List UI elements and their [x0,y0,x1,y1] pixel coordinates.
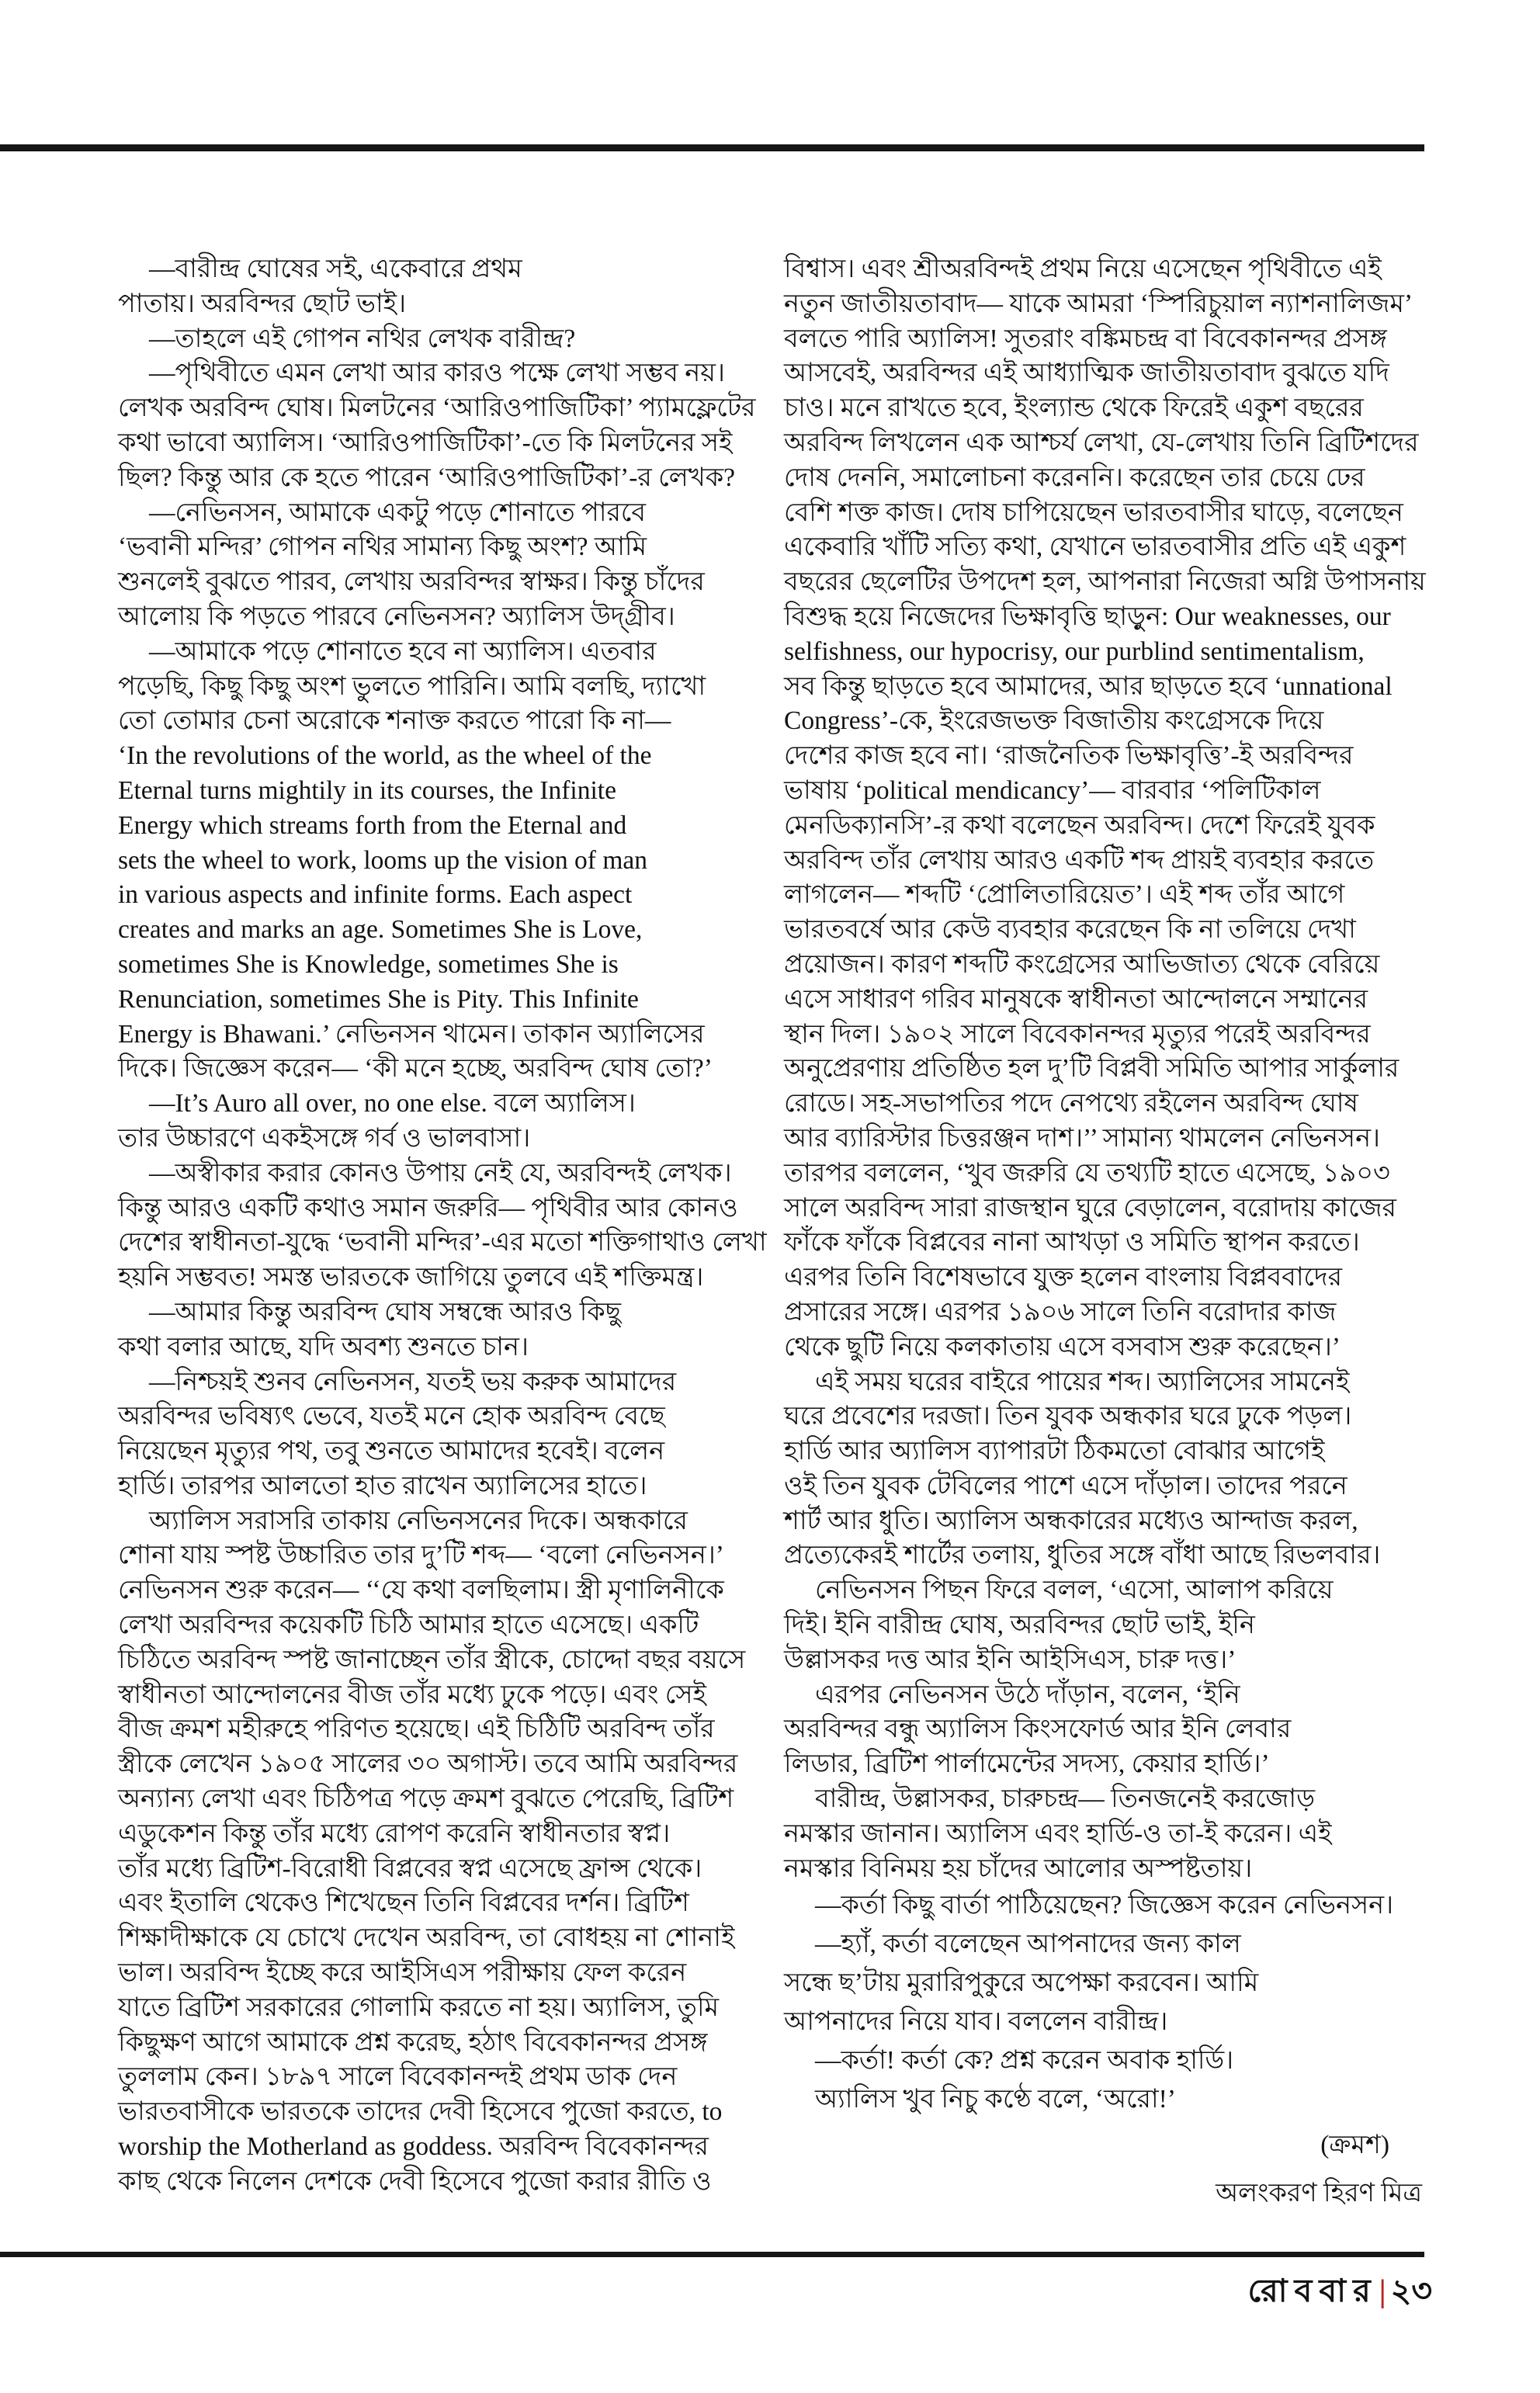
text-line: —হ্যাঁ, কর্তা বলেছেন আপনাদের জন্য কাল [815,1930,1241,1958]
text-line: বেশি শক্ত কাজ। দোষ চাপিয়েছেন ভারতবাসীর ঘাড়ে, বলেছেন [784,498,1403,527]
text-line: ‘ভবানী মন্দির’ গোপন নথির সামান্য কিছু অংশ? আমি [118,532,647,562]
text-line: দিই। ইনি বারীন্দ্র ঘোষ, অরবিন্দর ছোট ভাই, ইনি [784,1611,1255,1640]
text-line: অরবিন্দ তাঁর লেখায় আরও একটি শব্দ প্রায়ই ব্যবহার করতে [784,845,1375,875]
text-line: —অস্বীকার করার কোনও উপায় নেই যে, অরবিন্দই লেখক। [149,1158,732,1188]
text-line: প্রসারের সঙ্গে। এরপর ১৯০৬ সালে তিনি বরোদার কাজ [784,1297,1337,1327]
text-line: দিকে। জিজ্ঞেস করেন— ‘কী মনে হচ্ছে, অরবিন্দ ঘোষ তো?’ [118,1054,713,1084]
text-line: —বারীন্দ্র ঘোষের সই, একেবারে প্রথম [149,255,522,283]
text-line: worship the Motherland as goddess. অরবিন্দ বিবেকানন্দর [118,2132,709,2162]
text-line: বিশ্বাস। এবং শ্রীঅরবিন্দই প্রথম নিয়ে এসেছেন পৃথিবীতে এই [784,255,1382,283]
text-line: পাতায়। অরবিন্দর ছোট ভাই। [118,289,407,318]
text-line: নেভিনসন পিছন ফিরে বলল, ‘এসো, আলাপ করিয়ে [815,1576,1334,1605]
text-line: তো তোমার চেনা অরোকে শনাক্ত করতে পারো কি না— [118,706,671,736]
footer-rule [0,2252,1424,2257]
text-line: যাতে ব্রিটিশ সরকারের গোলামি করতে না হয়। অ্যালিস, তুমি [118,1992,720,2022]
article-column-right [784,252,1442,1886]
text-line: উল্লাসকর দত্ত আর ইনি আইসিএস, চারু দত্ত।’ [784,1645,1237,1674]
text-line: এই সময় ঘরের বাইরে পায়ের শব্দ। অ্যালিসের সামনেই [815,1367,1350,1396]
text-line: চিঠিতে অরবিন্দ স্পষ্ট জানাচ্ছেন তাঁর স্ত্রীকে, চোদ্দো বছর বয়সে [118,1645,746,1674]
text-line: নিয়েছেন মৃত্যুর পথ, তবু শুনতে আমাদের হবেই। বলেন [118,1437,665,1466]
text-line: দেশের স্বাধীনতা-যুদ্ধে ‘ভবানী মন্দির’-এর মতো শক্তিগাথাও লেখা [118,1228,767,1257]
text-line: কথা বলার আছে, যদি অবশ্য শুনতে চান। [118,1332,529,1361]
text-line: বারীন্দ্র, উল্লাসকর, চারুচন্দ্র— তিনজনেই করজোড় [815,1784,1316,1814]
text-line: স্ত্রীকে লেখেন ১৯০৫ সালের ৩০ অগাস্ট। তবে আমি অরবিন্দর [118,1750,738,1779]
text-line: কিছুক্ষণ আগে আমাকে প্রশ্ন করেছ, হঠাৎ বিবেকানন্দর প্রসঙ্গ [118,2027,708,2057]
text-line: Renunciation, sometimes She is Pity. This Infinite [118,984,639,1014]
text-line: দোষ দেননি, সমালোচনা করেননি। করেছেন তার চেয়ে ঢের [784,463,1365,492]
article-column-right-ending [784,1886,1442,2119]
page-number: ২৩ [1390,2273,1432,2308]
magazine-name: রোববার [1247,2273,1378,2308]
text-line: নমস্কার জানান। অ্যালিস এবং হার্ডি-ও তা-ই করেন। এই [784,1819,1332,1848]
text-line: আসবেই, অরবিন্দর এই আধ্যাত্মিক জাতীয়তাবাদ বুঝতে যদি [784,359,1389,388]
text-line: বীজ ক্রমশ মহীরুহে পরিণত হয়েছে। এই চিঠিটি অরবিন্দ তাঁর [118,1715,715,1744]
text-line: হয়নি সম্ভবত! সমস্ত ভারতকে জাগিয়ে তুলবে এই শক্তিমন্ত্র। [118,1263,704,1292]
text-line: —কর্তা কিছু বার্তা পাঠিয়েছেন? জিজ্ঞেস করেন নেভিনসন। [815,1891,1394,1920]
text-line: Eternal turns mightily in its courses, the Infinite [118,775,616,805]
text-line: নতুন জাতীয়তাবাদ— যাকে আমরা ‘স্পিরিচুয়াল ন্যাশনালিজম’ [784,289,1413,318]
text-line: —নিশ্চয়ই শুনব নেভিনসন, যতই ভয় করুক আমাদের [149,1367,677,1396]
text-line: আপনাদের নিয়ে যাব। বললেন বারীন্দ্র। [784,2007,1168,2036]
text-line: অরবিন্দর বন্ধু অ্যালিস কিংসফোর্ড আর ইনি লেবার [784,1715,1292,1744]
text-line: পড়েছি, কিছু কিছু অংশ ভুলতে পারিনি। আমি বলছি, দ্যাখো [118,671,706,701]
text-line: প্রয়োজন। কারণ শব্দটি কংগ্রেসের আভিজাত্য থেকে বেরিয়ে [784,949,1380,979]
text-line: creates and marks an age. Sometimes She is Love, [118,915,643,945]
text-line: অন্যান্য লেখা এবং চিঠিপত্র পড়ে ক্রমশ বুঝতে পেরেছি, ব্রিটিশ [118,1784,734,1814]
text-line: ফাঁকে ফাঁকে বিপ্লবের নানা আখড়া ও সমিতি স্থাপন করতে। [784,1228,1360,1257]
article-column-left [118,252,776,2200]
text-line: —আমাকে পড়ে শোনাতে হবে না অ্যালিস। এতবার [149,636,657,666]
text-line: লেখা অরবিন্দর কয়েকটি চিঠি আমার হাতে এসেছে। একটি [118,1611,699,1640]
text-line: শার্ট আর ধুতি। অ্যালিস অন্ধকারের মধ্যেও আন্দাজ করল, [784,1506,1358,1535]
text-line: তাঁর মধ্যে ব্রিটিশ-বিরোধী বিপ্লবের স্বপ্ন এসেছে ফ্রান্স থেকে। [118,1854,702,1883]
text-line: চাও। মনে রাখতে হবে, ইংল্যান্ড থেকে ফিরেই একুশ বছরের [784,394,1364,423]
text-line: এবং ইতালি থেকেও শিখেছেন তিনি বিপ্লবের দর্শন। ব্রিটিশ [118,1888,689,1918]
text-line: —তাহলে এই গোপন নথির লেখক বারীন্দ্র? [149,324,576,353]
text-line: বলতে পারি অ্যালিস! সুতরাং বঙ্কিমচন্দ্র বা বিবেকানন্দর প্রসঙ্গ [784,324,1387,353]
text-line: কিন্তু আরও একটি কথাও সমান জরুরি— পৃথিবীর আর কোনও [118,1193,738,1223]
page-footer [776,2266,1432,2320]
text-line: ভাষায় ‘political mendicancy’— বারবার ‘পলিটিকাল [784,775,1321,805]
text-line: মেনডিক্যানসি’-র কথা বলেছেন অরবিন্দ। দেশে ফিরেই যুবক [784,810,1375,840]
text-line: লাগলেন— শব্দটি ‘প্রোলিতারিয়েত’। এই শব্দ তাঁর আগে [784,880,1345,910]
text-line: —It’s Auro all over, no one else. বলে অ্যালিস। [149,1089,636,1118]
text-line: বছরের ছেলেটির উপদেশ হল, আপনারা নিজেরা অগ্নি উপাসনায় [784,567,1426,597]
text-line: তারপর বললেন, ‘খুব জরুরি যে তথ্যটি হাতে এসেছে, ১৯০৩ [784,1158,1390,1188]
text-line: Energy is Bhawani.’ নেভিনসন থামেন। তাকান অ্যালিসের [118,1019,705,1049]
text-line: লিডার, ব্রিটিশ পার্লামেন্টের সদস্য, কেয়ার হার্ডি।’ [784,1750,1270,1779]
text-line: sets the wheel to work, looms up the vision of man [118,845,648,875]
text-line: অনুপ্রেরণায় প্রতিষ্ঠিত হল দু’টি বিপ্লবী সমিতি আপার সার্কুলার [784,1054,1400,1084]
text-line: ‘In the revolutions of the world, as the wheel of the [118,741,652,771]
text-line: আলোয় কি পড়তে পারবে নেভিনসন? অ্যালিস উদ্গ্রীব। [118,602,675,631]
text-line: Energy which streams forth from the Eternal and [118,810,627,840]
text-line: ওই তিন যুবক টেবিলের পাশে এসে দাঁড়াল। তাদের পরনে [784,1471,1348,1500]
text-line: শোনা যায় স্পষ্ট উচ্চারিত তার দু’টি শব্দ— ‘বলো নেভিনসন।’ [118,1541,724,1570]
text-line: অরবিন্দ লিখলেন এক আশ্চর্য লেখা, যে-লেখায় তিনি ব্রিটিশদের [784,428,1419,457]
text-line: কথা ভাবো অ্যালিস। ‘আরিওপাজিটিকা’-তে কি মিলটনের সই [118,428,733,457]
text-line: দেশের কাজ হবে না। ‘রাজনৈতিক ভিক্ষাবৃত্তি’-ই অরবিন্দর [784,741,1354,771]
text-line: হার্ডি আর অ্যালিস ব্যাপারটা ঠিকমতো বোঝার আগেই [784,1437,1325,1466]
text-line: স্বাধীনতা আন্দোলনের বীজ তাঁর মধ্যে ঢুকে পড়ে। এবং সেই [118,1680,706,1709]
text-line: সব কিন্তু ছাড়তে হবে আমাদের, আর ছাড়তে হবে ‘unnational [784,671,1393,701]
text-line: অ্যালিস সরাসরি তাকায় নেভিনসনের দিকে। অন্ধকারে [149,1506,688,1535]
text-line: এসে সাধারণ গরিব মানুষকে স্বাধীনতা আন্দোলনে সম্মানের [784,984,1368,1014]
text-line: অ্যালিস খুব নিচু কণ্ঠে বলে, ‘অরো!’ [815,2085,1176,2114]
text-line: কাছ থেকে নিলেন দেশকে দেবী হিসেবে পুজো করার রীতি ও [118,2166,712,2196]
text-line: —কর্তা! কর্তা কে? প্রশ্ন করেন অবাক হার্ডি। [815,2046,1234,2075]
text-line: —আমার কিন্তু অরবিন্দ ঘোষ সম্বন্ধে আরও কিছু [149,1297,622,1327]
text-line: এরপর নেভিনসন উঠে দাঁড়ান, বলেন, ‘ইনি [815,1680,1240,1709]
text-line: থেকে ছুটি নিয়ে কলকাতায় এসে বসবাস শুরু করেছেন।’ [784,1332,1341,1361]
text-line: সালে অরবিন্দ সারা রাজস্থান ঘুরে বেড়ালেন, বরোদায় কাজের [784,1193,1396,1223]
text-line: আর ব্যারিস্টার চিত্তরঞ্জন দাশ।’’ সামান্য থামলেন নেভিনসন। [784,1123,1381,1153]
text-line: এডুকেশন কিন্তু তাঁর মধ্যে রোপণ করেনি স্বাধীনতার স্বপ্ন। [118,1819,671,1848]
text-line: ছিল? কিন্তু আর কে হতে পারেন ‘আরিওপাজিটিকা’-র লেখক? [118,463,736,492]
text-line: একেবারি খাঁটি সত্যি কথা, যেখানে ভারতবাসীর প্রতি এই একুশ [784,532,1406,562]
text-line: ভারতবাসীকে ভারতকে তাদের দেবী হিসেবে পুজো করতে, to [118,2097,723,2127]
text-line: Congress’-কে, ইংরেজভক্ত বিজাতীয় কংগ্রেসকে দিয়ে [784,706,1324,736]
text-line: প্রত্যেকেরই শার্টের তলায়, ধুতির সঙ্গে বাঁধা আছে রিভলবার। [784,1541,1381,1570]
footer-divider: | [1379,2273,1386,2308]
text-line: বিশুদ্ধ হয়ে নিজেদের ভিক্ষাবৃত্তি ছাড়ুন: Our weaknesses, our [784,602,1391,631]
text-line: তার উচ্চারণে একইসঙ্গে গর্ব ও ভালবাসা। [118,1123,531,1153]
text-line: ঘরে প্রবেশের দরজা। তিন যুবক অন্ধকার ঘরে ঢুকে পড়ল। [784,1402,1352,1431]
text-line: নমস্কার বিনিময় হয় চাঁদের আলোর অস্পষ্টতায়। [784,1854,1253,1883]
text-line: in various aspects and infinite forms. Each aspect [118,880,633,910]
text-line: —নেভিনসন, আমাকে একটু পড়ে শোনাতে পারবে [149,498,647,527]
text-line: ভাল। অরবিন্দ ইচ্ছে করে আইসিএস পরীক্ষায় ফেল করেন [118,1958,687,1988]
text-line: লেখক অরবিন্দ ঘোষ। মিলটনের ‘আরিওপাজিটিকা’ প্যামফ্লেটের [118,394,756,423]
text-line: sometimes She is Knowledge, sometimes She is [118,949,619,979]
text-line: এরপর তিনি বিশেষভাবে যুক্ত হলেন বাংলায় বিপ্লববাদের [784,1263,1343,1292]
text-line: অরবিন্দর ভবিষ্যৎ ভেবে, যতই মনে হোক অরবিন্দ বেছে [118,1402,665,1431]
text-line: শুনলেই বুঝতে পারব, লেখায় অরবিন্দর স্বাক্ষর। কিন্তু চাঁদের [118,567,705,597]
top-rule [0,144,1424,151]
text-line: তুললাম কেন। ১৮৯৭ সালে বিবেকানন্দই প্রথম ডাক দেন [118,2062,678,2092]
text-line: রোডে। সহ-সভাপতির পদে নেপথ্যে রইলেন অরবিন্দ ঘোষ [784,1089,1358,1118]
text-line: ভারতবর্ষে আর কেউ ব্যবহার করেছেন কি না তলিয়ে দেখা [784,915,1356,945]
serial-continuation-note: (ক্রমশ) [1320,2131,1389,2159]
text-line: শিক্ষাদীক্ষাকে যে চোখে দেখেন অরবিন্দ, তা বোধহয় না শোনাই [118,1923,735,1953]
text-line: selfishness, our hypocrisy, our purblind sentimentalism, [784,636,1365,666]
text-line: স্থান দিল। ১৯০২ সালে বিবেকানন্দর মৃত্যুর পরেই অরবিন্দর [784,1019,1371,1049]
text-line: সন্ধে ছ’টায় মুরারিপুকুরে অপেক্ষা করবেন। আমি [784,1968,1259,1997]
text-line: —পৃথিবীতে এমন লেখা আর কারও পক্ষে লেখা সম্ভব নয়। [149,359,726,388]
text-line: হার্ডি। তারপর আলতো হাত রাখেন অ্যালিসের হাতে। [118,1471,647,1500]
text-line: নেভিনসন শুরু করেন— ‘‘যে কথা বলছিলাম। স্ত্রী মৃণালিনীকে [118,1576,724,1605]
illustration-credit: অলংকরণ হিরণ মিত্র [1216,2179,1422,2207]
